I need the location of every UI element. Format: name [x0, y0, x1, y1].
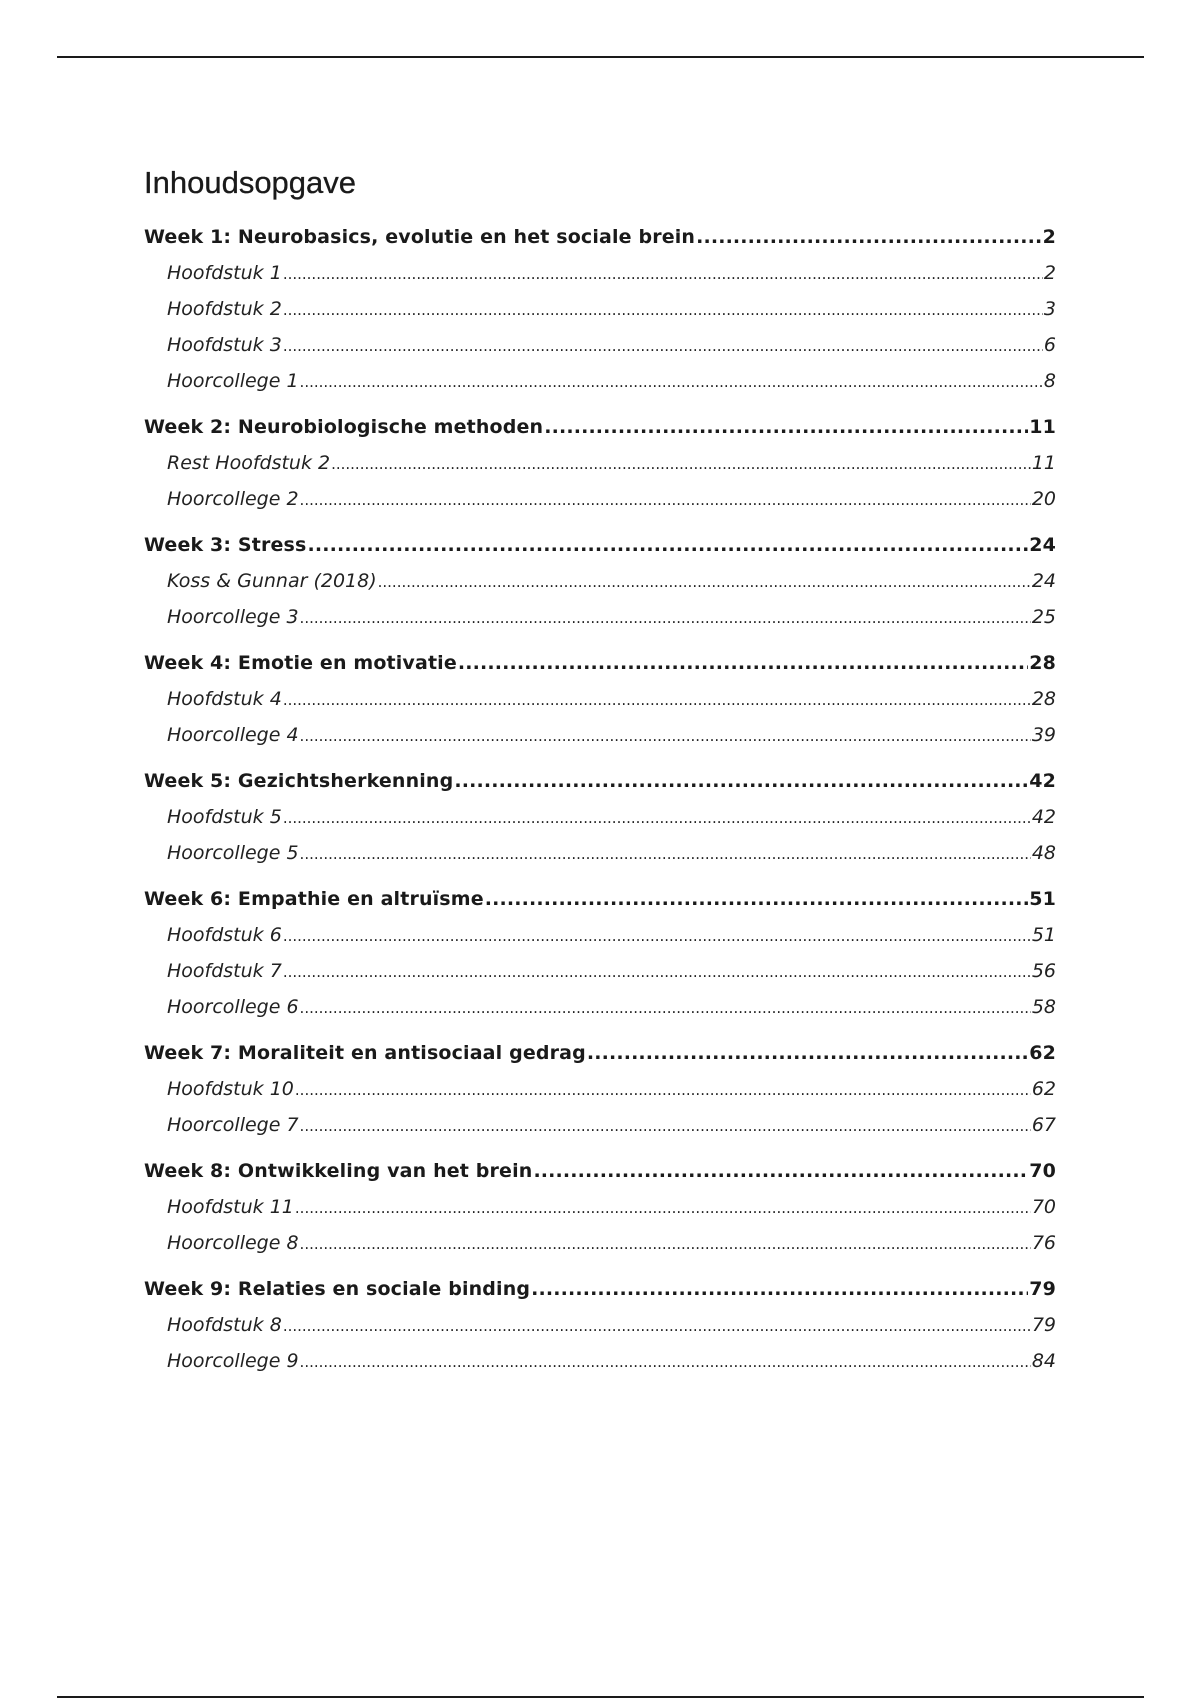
toc-week-group: [144, 1153, 1056, 1261]
dot-leader: [300, 1225, 1031, 1262]
toc-entry-label: Hoofdstuk 8: [167, 1314, 282, 1336]
toc-entry-week[interactable]: [144, 219, 1056, 255]
toc-page-number: 28: [1029, 652, 1056, 674]
toc-page-number: 6: [1043, 334, 1056, 356]
toc-entry-subsection[interactable]: [144, 1107, 1056, 1143]
table-of-contents: [144, 164, 1056, 1379]
toc-entry-subsection[interactable]: [144, 255, 1056, 291]
footer-rule: [57, 1696, 1144, 1698]
toc-page-number: 2: [1043, 262, 1056, 284]
toc-week-group: [144, 527, 1056, 635]
toc-entry-subsection[interactable]: [144, 445, 1056, 481]
toc-page-number: 58: [1031, 996, 1056, 1018]
toc-page-number: 42: [1031, 806, 1056, 828]
toc-week-group: [144, 219, 1056, 399]
toc-entry-label: Hoorcollege 4: [167, 724, 299, 746]
toc-page-number: 28: [1031, 688, 1056, 710]
dot-leader: [378, 563, 1031, 600]
toc-week-group: [144, 1035, 1056, 1143]
dot-leader: [458, 645, 1028, 681]
toc-page-number: 67: [1031, 1114, 1056, 1136]
toc-page-number: 51: [1031, 924, 1056, 946]
dot-leader: [283, 327, 1043, 364]
toc-entry-subsection[interactable]: [144, 1189, 1056, 1225]
dot-leader: [283, 917, 1031, 954]
toc-entry-week[interactable]: [144, 1035, 1056, 1071]
toc-page-number: 25: [1031, 606, 1056, 628]
dot-leader: [533, 1153, 1028, 1189]
dot-leader: [283, 1307, 1031, 1344]
toc-entry-label: Week 6: Empathie en altruïsme: [144, 888, 484, 910]
toc-entry-subsection[interactable]: [144, 799, 1056, 835]
dot-leader: [300, 717, 1031, 754]
toc-week-group: [144, 645, 1056, 753]
toc-entry-label: Hoofdstuk 10: [167, 1078, 294, 1100]
toc-entry-label: Hoofdstuk 3: [167, 334, 282, 356]
toc-entry-label: Hoorcollege 7: [167, 1114, 299, 1136]
dot-leader: [300, 481, 1031, 518]
toc-page-number: 11: [1029, 416, 1056, 438]
toc-page-number: 79: [1031, 1314, 1056, 1336]
toc-entry-subsection[interactable]: [144, 1343, 1056, 1379]
toc-entry-label: Week 8: Ontwikkeling van het brein: [144, 1160, 533, 1182]
toc-week-group: [144, 409, 1056, 517]
toc-entry-subsection[interactable]: [144, 291, 1056, 327]
toc-entry-label: Koss & Gunnar (2018): [167, 570, 377, 592]
toc-entry-subsection[interactable]: [144, 1225, 1056, 1261]
dot-leader: [485, 881, 1028, 917]
toc-entry-subsection[interactable]: [144, 835, 1056, 871]
header-rule: [57, 56, 1144, 58]
toc-entry-label: Hoorcollege 5: [167, 842, 299, 864]
toc-page-number: 20: [1031, 488, 1056, 510]
toc-entry-label: Hoofdstuk 11: [167, 1196, 294, 1218]
dot-leader: [283, 681, 1031, 718]
toc-entry-subsection[interactable]: [144, 953, 1056, 989]
toc-week-group: [144, 763, 1056, 871]
toc-page-number: 56: [1031, 960, 1056, 982]
toc-entry-week[interactable]: [144, 527, 1056, 563]
toc-entry-label: Hoofdstuk 7: [167, 960, 282, 982]
toc-page-number: 8: [1043, 370, 1056, 392]
toc-page-number: 62: [1029, 1042, 1056, 1064]
toc-entry-subsection[interactable]: [144, 481, 1056, 517]
dot-leader: [587, 1035, 1028, 1071]
dot-leader: [454, 763, 1028, 799]
toc-page-number: 62: [1031, 1078, 1056, 1100]
dot-leader: [307, 527, 1028, 563]
toc-page-number: 24: [1029, 534, 1056, 556]
toc-entry-label: Week 3: Stress: [144, 534, 307, 556]
toc-page-number: 3: [1043, 298, 1056, 320]
toc-entry-subsection[interactable]: [144, 327, 1056, 363]
toc-entry-label: Week 2: Neurobiologische methoden: [144, 416, 544, 438]
dot-leader: [300, 599, 1031, 636]
toc-entry-label: Rest Hoofdstuk 2: [167, 452, 331, 474]
toc-entry-label: Hoorcollege 1: [167, 370, 299, 392]
toc-page-number: 76: [1031, 1232, 1056, 1254]
toc-page-number: 48: [1031, 842, 1056, 864]
dot-leader: [531, 1271, 1028, 1307]
toc-entry-label: Hoofdstuk 1: [167, 262, 282, 284]
toc-page-number: 70: [1029, 1160, 1056, 1182]
dot-leader: [283, 255, 1043, 292]
toc-page-number: 79: [1029, 1278, 1056, 1300]
toc-entry-subsection[interactable]: [144, 1071, 1056, 1107]
toc-page-number: 2: [1042, 226, 1056, 248]
toc-entry-week[interactable]: [144, 1271, 1056, 1307]
toc-entry-week[interactable]: [144, 645, 1056, 681]
toc-week-group: [144, 881, 1056, 1025]
dot-leader: [331, 445, 1031, 482]
toc-page-number: 84: [1031, 1350, 1056, 1372]
toc-entry-label: Hoofdstuk 2: [167, 298, 282, 320]
toc-entry-subsection[interactable]: [144, 1307, 1056, 1343]
toc-entry-week[interactable]: [144, 763, 1056, 799]
toc-list: [144, 219, 1056, 1379]
toc-entry-label: Hoorcollege 6: [167, 996, 299, 1018]
dot-leader: [696, 219, 1042, 255]
dot-leader: [283, 799, 1031, 836]
toc-entry-label: Week 4: Emotie en motivatie: [144, 652, 457, 674]
dot-leader: [283, 291, 1043, 328]
dot-leader: [300, 363, 1043, 400]
dot-leader: [300, 989, 1031, 1026]
toc-entry-label: Hoorcollege 3: [167, 606, 299, 628]
toc-page-number: 51: [1029, 888, 1056, 910]
toc-entry-label: Hoofdstuk 4: [167, 688, 282, 710]
dot-leader: [544, 409, 1028, 445]
toc-page-number: 11: [1031, 452, 1056, 474]
toc-entry-subsection[interactable]: [144, 717, 1056, 753]
dot-leader: [283, 953, 1031, 990]
toc-entry-label: Week 7: Moraliteit en antisociaal gedrag: [144, 1042, 586, 1064]
toc-entry-label: Hoofdstuk 5: [167, 806, 282, 828]
toc-week-group: [144, 1271, 1056, 1379]
toc-entry-week[interactable]: [144, 1153, 1056, 1189]
toc-entry-subsection[interactable]: [144, 363, 1056, 399]
toc-page-number: 42: [1029, 770, 1056, 792]
toc-entry-label: Week 1: Neurobasics, evolutie en het sociale brein: [144, 226, 696, 248]
toc-entry-label: Hoorcollege 8: [167, 1232, 299, 1254]
dot-leader: [295, 1071, 1031, 1108]
toc-page-number: 24: [1031, 570, 1056, 592]
toc-title: Inhoudsopgave: [144, 165, 357, 200]
dot-leader: [295, 1189, 1031, 1226]
toc-entry-label: Week 9: Relaties en sociale binding: [144, 1278, 531, 1300]
toc-entry-subsection[interactable]: [144, 917, 1056, 953]
toc-entry-subsection[interactable]: [144, 681, 1056, 717]
toc-entry-week[interactable]: [144, 881, 1056, 917]
toc-entry-subsection[interactable]: [144, 563, 1056, 599]
toc-entry-label: Week 5: Gezichtsherkenning: [144, 770, 454, 792]
toc-page-number: 70: [1031, 1196, 1056, 1218]
dot-leader: [300, 1107, 1031, 1144]
dot-leader: [300, 835, 1031, 872]
dot-leader: [300, 1343, 1031, 1380]
toc-page-number: 39: [1031, 724, 1056, 746]
toc-entry-label: Hoofdstuk 6: [167, 924, 282, 946]
toc-entry-subsection[interactable]: [144, 599, 1056, 635]
toc-entry-subsection[interactable]: [144, 989, 1056, 1025]
toc-entry-label: Hoorcollege 9: [167, 1350, 299, 1372]
toc-entry-label: Hoorcollege 2: [167, 488, 299, 510]
toc-entry-week[interactable]: [144, 409, 1056, 445]
